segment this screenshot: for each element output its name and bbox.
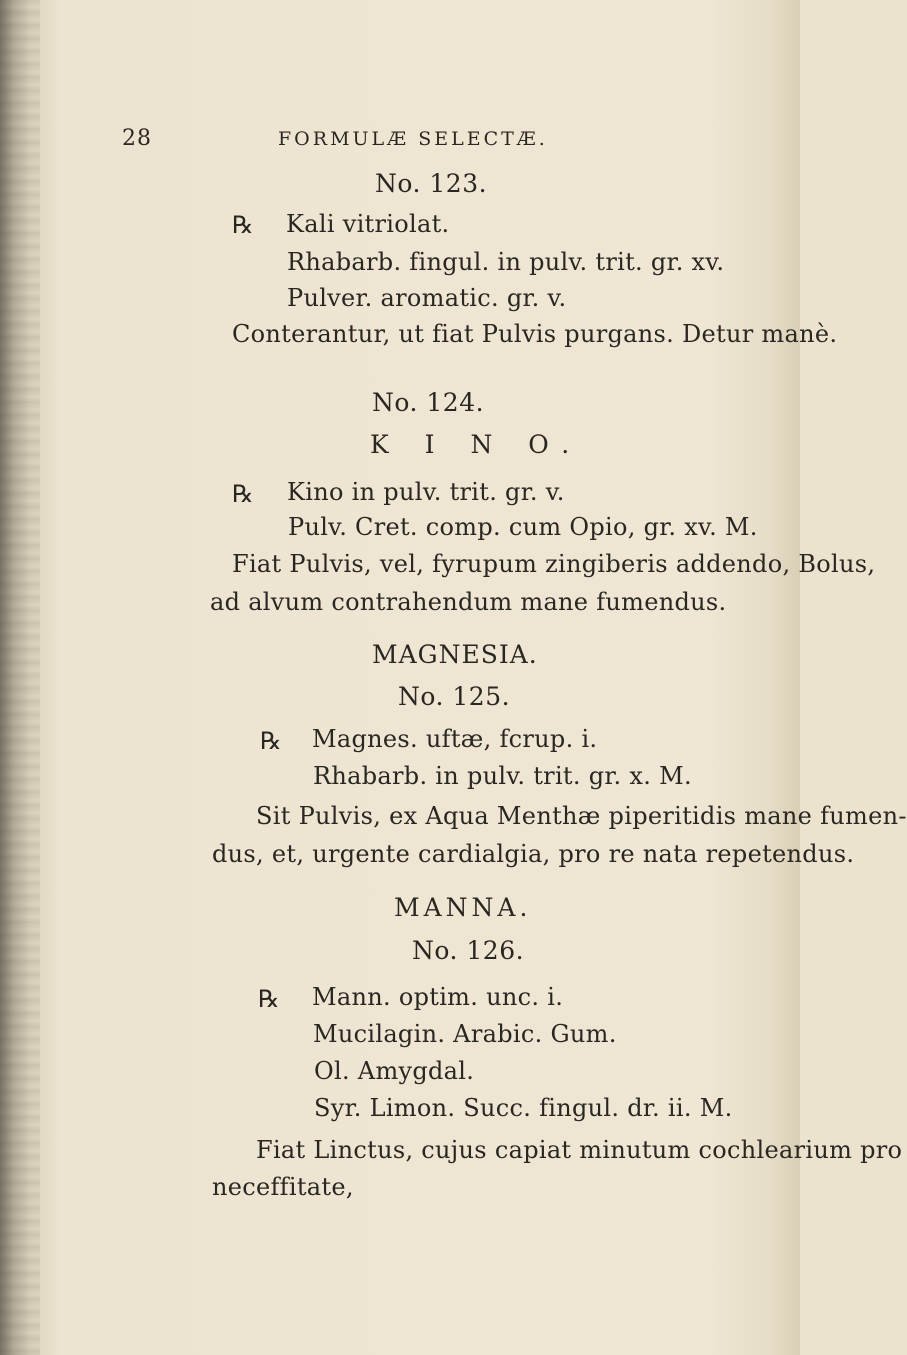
recipe-number: No. 126. xyxy=(412,936,525,965)
ingredient-line: Pulv. Cret. comp. cum Opio, gr. xv. M. xyxy=(288,513,758,541)
ingredient-line: Rhabarb. in pulv. trit. gr. x. M. xyxy=(313,762,692,790)
rx-symbol: ℞ xyxy=(232,480,254,508)
direction-line: Conterantur, ut fiat Pulvis purgans. Detur manè. xyxy=(232,320,838,348)
ingredient-line: Rhabarb. fingul. in pulv. trit. gr. xv. xyxy=(287,248,725,276)
direction-line: Fiat Pulvis, vel, fyrupum zingiberis addendo, Bolus, xyxy=(232,550,876,578)
ingredient-line: Kali vitriolat. xyxy=(286,210,450,238)
recipe-number: No. 125. xyxy=(398,682,511,711)
direction-line: neceffitate, xyxy=(212,1173,354,1201)
direction-line: Sit Pulvis, ex Aqua Menthæ piperitidis mane fumen- xyxy=(256,802,907,830)
book-gutter-shadow xyxy=(0,0,40,1355)
direction-line: dus, et, urgente cardialgia, pro re nata repetendus. xyxy=(212,840,855,868)
running-title: FORMULÆ SELECTÆ. xyxy=(278,128,548,150)
ingredient-line: Syr. Limon. Succ. fingul. dr. ii. M. xyxy=(314,1094,733,1122)
recipe-number: No. 123. xyxy=(375,169,488,198)
direction-line: ad alvum contrahendum mane fumendus. xyxy=(210,588,727,616)
rx-symbol: ℞ xyxy=(232,211,254,239)
page-number: 28 xyxy=(122,126,152,151)
rx-symbol: ℞ xyxy=(260,727,282,755)
section-heading: MAGNESIA. xyxy=(372,640,538,669)
section-heading: K I N O. xyxy=(370,430,584,459)
rx-symbol: ℞ xyxy=(258,985,280,1013)
ingredient-line: Pulver. aromatic. gr. v. xyxy=(287,284,567,312)
ingredient-line: Ol. Amygdal. xyxy=(314,1057,475,1085)
recipe-number: No. 124. xyxy=(372,388,485,417)
ingredient-line: Kino in pulv. trit. gr. v. xyxy=(287,478,565,506)
ingredient-line: Magnes. uftæ, fcrup. i. xyxy=(312,725,598,753)
direction-line: Fiat Linctus, cujus capiat minutum cochlearium pro xyxy=(256,1136,903,1164)
ingredient-line: Mann. optim. unc. i. xyxy=(312,983,564,1011)
ingredient-line: Mucilagin. Arabic. Gum. xyxy=(313,1020,617,1048)
section-heading: MANNA. xyxy=(394,893,532,922)
